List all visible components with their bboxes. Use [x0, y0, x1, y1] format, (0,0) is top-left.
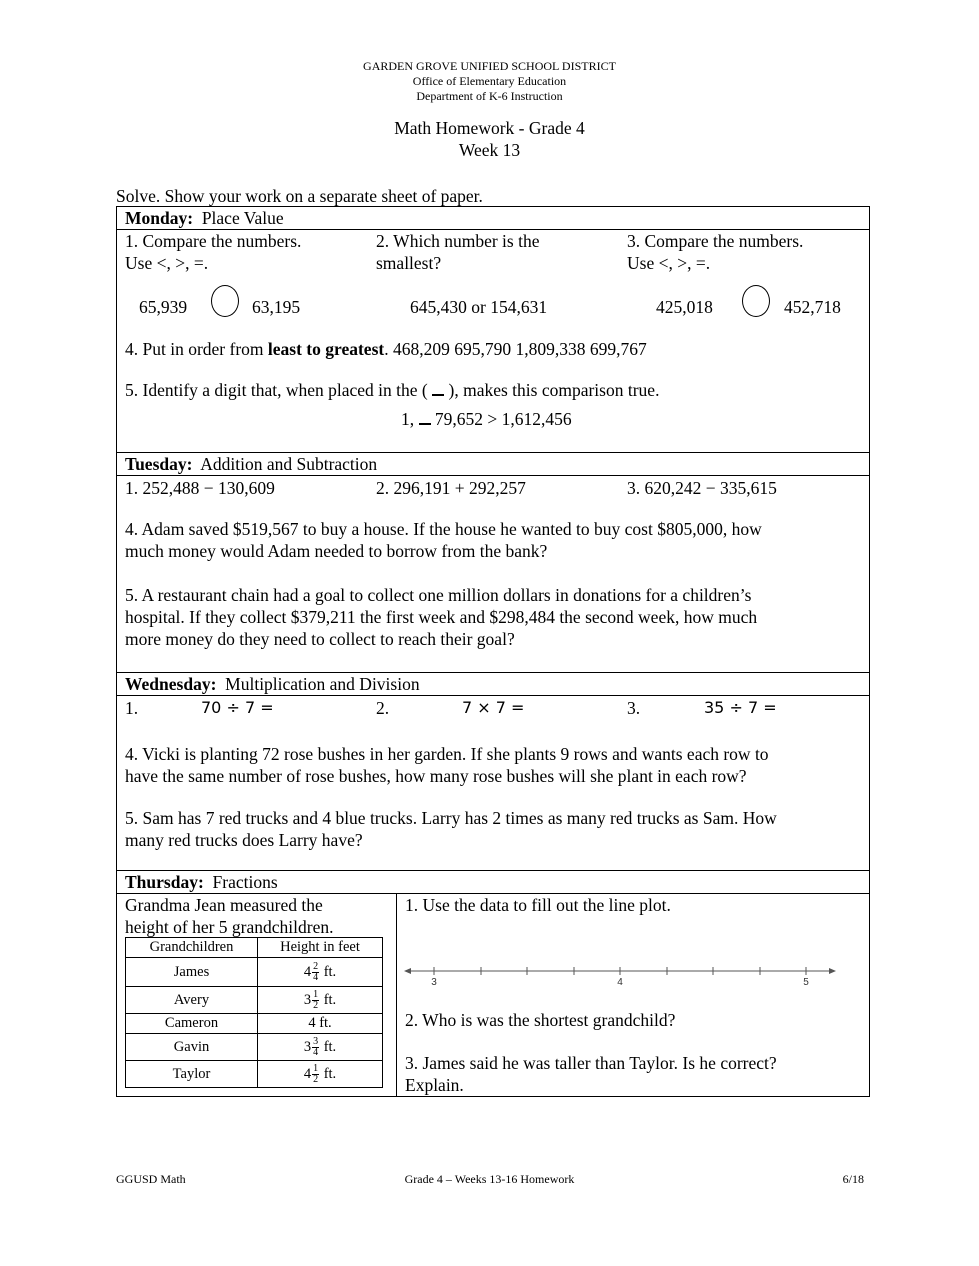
footer-left: GGUSD Math — [116, 1172, 186, 1186]
expression-prefix: 1, — [401, 409, 415, 429]
thursday-q3-line2: Explain. — [405, 1075, 464, 1095]
grandchild-name: Gavin — [126, 1034, 258, 1061]
height-value — [258, 987, 383, 1014]
q4-numbers: . 468,209 695,790 1,809,338 699,767 — [384, 339, 647, 359]
monday-q1-left-number: 65,939 — [139, 297, 188, 317]
wednesday-q3-number: 3. — [627, 698, 641, 718]
tuesday-q5-line3: more money do they need to collect to reach their goal? — [125, 629, 515, 649]
thursday-q1: 1. Use the data to fill out the line plot. — [405, 895, 671, 915]
numerator: 3 — [313, 1035, 319, 1047]
wednesday-q2-expression: 7 × 7 = — [462, 698, 525, 717]
divider — [116, 452, 870, 453]
right-arrow-icon — [829, 968, 836, 974]
denominator: 4 — [313, 1046, 319, 1058]
height-value — [258, 1014, 383, 1034]
unit: ft. — [323, 1038, 337, 1055]
fraction — [312, 1064, 319, 1085]
tuesday-q5-line2: hospital. If they collect $379,211 the first week and $298,484 the second week, how much — [125, 607, 758, 627]
office-name: Office of Elementary Education — [412, 74, 567, 88]
topic-label: Addition and Subtraction — [200, 454, 378, 474]
topic-label: Multiplication and Division — [225, 674, 420, 694]
day-label: Wednesday: — [125, 674, 217, 694]
thursday-heading — [125, 872, 278, 893]
district-name: GARDEN GROVE UNIFIED SCHOOL DISTRICT — [363, 59, 616, 73]
topic-label: Fractions — [212, 872, 278, 892]
thursday-intro-line1: Grandma Jean measured the — [125, 895, 323, 915]
page-title: Math Homework - Grade 4 — [394, 118, 585, 138]
grandchild-name: Cameron — [126, 1014, 258, 1034]
wednesday-q1-expression: 70 ÷ 7 = — [201, 698, 274, 717]
monday-q2-line1: 2. Which number is the — [376, 231, 540, 251]
monday-q5-expression — [401, 409, 572, 430]
monday-q2-values: 645,430 or 154,631 — [410, 297, 548, 317]
wednesday-q3-expression: 35 ÷ 7 = — [704, 698, 777, 717]
page-number: 6/18 — [842, 1172, 864, 1186]
q4-emphasis: least to greatest — [267, 339, 385, 359]
monday-q3-line1: 3. Compare the numbers. — [627, 231, 804, 251]
whole-number: 3 — [303, 991, 312, 1008]
monday-q3-line2: Use <, >, =. — [627, 253, 711, 273]
day-label: Monday: — [125, 208, 194, 228]
comparison-circle-answer[interactable] — [742, 285, 770, 317]
monday-q3-left-number: 425,018 — [656, 297, 713, 317]
whole-number: 3 — [303, 1038, 312, 1055]
grandchild-name: Taylor — [126, 1061, 258, 1088]
table-row — [126, 987, 383, 1014]
tuesday-q3: 3. 620,242 − 335,615 — [627, 478, 777, 498]
fraction — [312, 1037, 319, 1058]
denominator: 2 — [313, 999, 319, 1011]
footer-center: Grade 4 – Weeks 13-16 Homework — [404, 1172, 575, 1186]
table-top-border — [116, 206, 870, 207]
divider — [116, 672, 870, 673]
whole-number: 4 — [308, 1015, 316, 1031]
table-left-border — [116, 206, 117, 1097]
tick-label: 5 — [803, 977, 809, 988]
week-label: Week 13 — [458, 140, 521, 160]
comparison-circle-answer[interactable] — [211, 285, 239, 317]
height-value — [258, 1061, 383, 1088]
numerator: 1 — [313, 988, 319, 1000]
q4-prefix: 4. Put in order from — [125, 339, 268, 359]
thursday-q2: 2. Who is was the shortest grandchild? — [405, 1010, 676, 1030]
thursday-q3-line1: 3. James said he was taller than Taylor. Is he correct? — [405, 1053, 777, 1073]
topic-label: Place Value — [201, 208, 284, 228]
tick-label: 3 — [431, 977, 437, 988]
numerator: 2 — [313, 960, 319, 972]
wednesday-q1-number: 1. — [125, 698, 139, 718]
unit: ft. — [323, 963, 337, 980]
wednesday-q2-number: 2. — [376, 698, 390, 718]
table-row — [126, 958, 383, 987]
department-name: Department of K-6 Instruction — [416, 89, 563, 103]
divider — [116, 475, 870, 476]
tuesday-q4-line1: 4. Adam saved $519,567 to buy a house. If the house he wanted to buy cost $805,000, how — [125, 519, 762, 539]
monday-q5 — [125, 380, 659, 401]
wednesday-heading — [125, 674, 420, 695]
instructions: Solve. Show your work on a separate sheet of paper. — [116, 186, 483, 206]
wednesday-q5-line1: 5. Sam has 7 red trucks and 4 blue trucks. Larry has 2 times as many red trucks as Sam. How — [125, 808, 777, 828]
grandchild-name: Avery — [126, 987, 258, 1014]
tuesday-q1: 1. 252,488 − 130,609 — [125, 478, 275, 498]
grandchild-name: James — [126, 958, 258, 987]
whole-number: 4 — [303, 1065, 312, 1082]
table-right-border — [869, 206, 870, 1097]
tuesday-heading — [125, 454, 377, 475]
monday-q1-line1: 1. Compare the numbers. — [125, 231, 302, 251]
table-bottom-border — [116, 1096, 870, 1097]
line-plot[interactable] — [404, 960, 838, 994]
unit: ft. — [323, 1065, 337, 1082]
left-arrow-icon — [404, 968, 411, 974]
day-label: Tuesday: — [125, 454, 193, 474]
divider — [116, 229, 870, 230]
divider — [116, 870, 870, 871]
height-value — [258, 958, 383, 987]
blank-placeholder — [419, 411, 431, 425]
wednesday-q5-line2: many red trucks does Larry have? — [125, 830, 363, 850]
heights-table — [125, 937, 383, 1088]
unit: ft. — [323, 991, 337, 1008]
monday-q2-line2: smallest? — [376, 253, 442, 273]
fraction — [312, 962, 319, 983]
column-header: Height in feet — [258, 938, 383, 958]
monday-heading — [125, 208, 284, 229]
table-row — [126, 1034, 383, 1061]
monday-q4 — [125, 339, 647, 360]
q5-prefix: 5. Identify a digit that, when placed in the ( — [125, 380, 428, 400]
day-label: Thursday: — [125, 872, 204, 892]
table-row — [126, 1061, 383, 1088]
wednesday-q4-line2: have the same number of rose bushes, how many rose bushes will she plant in each row? — [125, 766, 747, 786]
table-row — [126, 1014, 383, 1034]
column-header: Grandchildren — [126, 938, 258, 958]
denominator: 2 — [313, 1073, 319, 1085]
monday-q3-right-number: 452,718 — [784, 297, 841, 317]
q5-suffix: ), makes this comparison true. — [448, 380, 660, 400]
divider — [116, 893, 870, 894]
tuesday-q4-line2: much money would Adam needed to borrow from the bank? — [125, 541, 548, 561]
height-value — [258, 1034, 383, 1061]
thursday-intro-line2: height of her 5 grandchildren. — [125, 917, 334, 937]
monday-q1-right-number: 63,195 — [252, 297, 301, 317]
whole-number: 4 — [303, 963, 312, 980]
wednesday-q4-line1: 4. Vicki is planting 72 rose bushes in her garden. If she plants 9 rows and wants each row to — [125, 744, 769, 764]
tuesday-q2: 2. 296,191 + 292,257 — [376, 478, 526, 498]
fraction — [312, 990, 319, 1011]
monday-q1-line2: Use <, >, =. — [125, 253, 209, 273]
denominator: 4 — [313, 971, 319, 983]
numerator: 1 — [313, 1062, 319, 1074]
unit: ft. — [319, 1015, 332, 1031]
tuesday-q5-line1: 5. A restaurant chain had a goal to collect one million dollars in donations for a children’s — [125, 585, 752, 605]
divider — [116, 695, 870, 696]
expression-suffix: 79,652 > 1,612,456 — [434, 409, 572, 429]
tick-label: 4 — [617, 977, 623, 988]
thursday-column-divider — [396, 893, 397, 1097]
blank-placeholder — [432, 382, 444, 396]
